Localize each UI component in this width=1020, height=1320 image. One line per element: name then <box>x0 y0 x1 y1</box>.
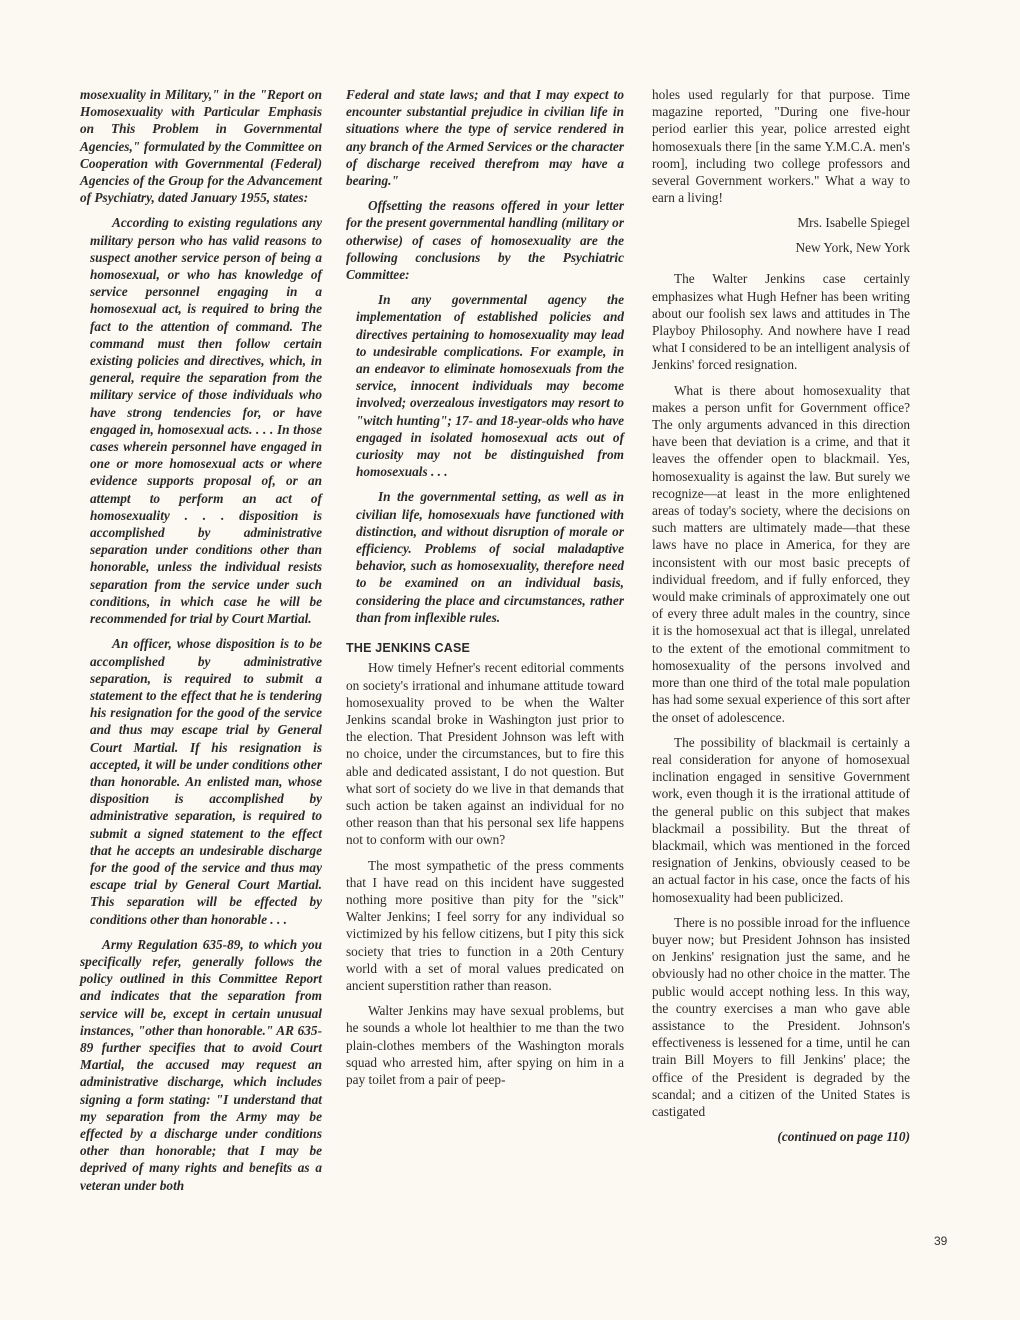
paragraph: There is no possible inroad for the influence buyer now; but President Johnson has insisted on Jenkins' resignation just the same, and he obviously had no other choice in the matter. The public would accept nothing less. In this way, the country exercises a man who gave able assistance to the President. Johnson's effectiveness is lessened for a time, until he can train Bill Moyers to fill Jenkins' place; the office of the President is degraded by the scandal; and a citizen of the United States is castigated <box>652 914 910 1119</box>
section-heading: THE JENKINS CASE <box>346 641 471 656</box>
letter-signature <box>652 214 910 256</box>
paragraph: What is there about homosexuality that makes a person unfit for Government office? The only arguments advanced in this direction have been that deviation is a crime, and that it leaves the offender open to blackmail. Yes, homosexuality is against the law. But surely we recognize—at least in the more enlightened areas of today's society, where the decisions on such matters are ultimately made—that these laws have no place in America, for they are inconsistent with our most basic precepts of individual freedom, and if fully enforced, they would make criminals of approximately one out of every three adult males in the country, since it is the homosexual act that is illegal, unrelated to the extent of the emotional commitment to homosexuality of the persons involved and more than one third of the total male population has had some sexual experience of this sort after the onset of adolescence. <box>652 382 910 725</box>
paragraph: How timely Hefner's recent editorial comments on society's irrational and inhumane attitude toward homosexuality proved to be when the Walter Jenkins scandal broke in Washington just prior to the election. That President Johnson was left with no choice, under the circumstances, but to fire this able and dedicated assistant, I do not question. But what sort of society do we live in that demands that such action be taken against an individual for no other reason than that his personal sex life happens not to conform with our own? <box>346 660 624 848</box>
page-number: 39 <box>934 1234 948 1248</box>
column-left <box>80 86 322 1202</box>
quoted-paragraph: According to existing regulations any military person who has valid reasons to suspect another service person of being a homosexual, or who has knowledge of service personnel engaging in a homosexual act, is required to bring the fact to the attention of command. The command must then follow certain existing policies and directives, which, in general, require the separation from the military service of those individuals who have strong tendencies for, or have engaged in, homosexual acts. . . . In those cases wherein personnel have engaged in one or more homosexual acts or where evidence supports proposal of, or an attempt to perform an act of homosexuality . . . disposition is accomplished by administrative separation under conditions other than honorable, unless the individual resists separation from the service under such conditions, in which case he will be recommended for trial by Court Martial. <box>90 215 322 627</box>
column-right <box>652 86 910 1145</box>
signature-place: New York, New York <box>795 240 910 256</box>
paragraph: Walter Jenkins may have sexual problems, but he sounds a whole lot healthier to me than the two plain-clothes members of the Washington morals squad who arrested him, after spying on him in a pay toilet from a pair of peep- <box>346 1003 624 1087</box>
quoted-paragraph: An officer, whose disposition is to be accomplished by administrative separation, is required to submit a statement to the effect that he is tendering his resignation for the good of the service and thus may escape trial by General Court Martial. If his resignation is accepted, it will be under conditions other than honorable. An enlisted man, whose disposition is accomplished by administrative separation, is required to submit a signed statement to the effect that he accepts an undesirable discharge for the good of the service and thus may escape trial by General Court Martial. This separation will be effected by conditions other than honorable . . . <box>90 636 322 927</box>
paragraph: The possibility of blackmail is certainly a real consideration for anyone of homosexual inclination engaged in sensitive Government work, even though it is the irrational attitude of the general public on this subject that makes blackmail a possibility. But the threat of blackmail, which was mentioned in the forced resignation of Jenkins, obviously ceased to be an actual factor in his case, once the facts of his homosexuality had been publicized. <box>652 734 910 905</box>
paragraph: Federal and state laws; and that I may expect to encounter substantial prejudice in civilian life in situations where the type of service rendered in any branch of the Armed Services or the character of discharge received therefrom may have a bearing." <box>346 87 624 189</box>
quoted-paragraph: In the governmental setting, as well as in civilian life, homosexuals have functioned with distinction, and without disruption of morale or efficiency. Problems of social maladaptive behavior, such as homosexuality, therefore need to be examined on an individual basis, considering the place and circumstances, rather than from inflexible rules. <box>356 489 624 625</box>
paragraph: Offsetting the reasons offered in your letter for the present governmental handling (military or otherwise) of cases of homosexuality are the following conclusions by the Psychiatric Committee: <box>346 198 624 283</box>
continued-note: (continued on page 110) <box>777 1129 910 1145</box>
paragraph: mosexuality in Military," in the "Report on Homosexuality with Particular Emphasis on This Problem in Governmental Agencies," formulated by the Committee on Cooperation with Governmental (Federal) Agencies of the Group for the Advancement of Psychiatry, dated January 1955, states: <box>80 87 322 206</box>
column-middle <box>346 86 624 1096</box>
paragraph: The most sympathetic of the press comments that I have read on this incident have suggested nothing more positive than pity for the "sick" Walter Jenkins; I feel sorry for any individual so victimized by his fellow citizens, but I pity this sick society that tries to function in a 20th Century world with a set of moral values predicated on ancient superstition rather than reason. <box>346 857 624 993</box>
signature-name: Mrs. Isabelle Spiegel <box>797 215 910 231</box>
paragraph: holes used regularly for that purpose. Time magazine reported, "During one five-hour period earlier this year, police arrested eight homosexuals there [in the same Y.M.C.A. men's room], including two college professors and several Government workers." What a way to earn a living! <box>652 87 910 206</box>
paragraph: The Walter Jenkins case certainly emphasizes what Hugh Hefner has been writing about our foolish sex laws and attitudes in The Playboy Philosophy. And nowhere have I read what I considered to be an intelligent analysis of Jenkins' forced resignation. <box>652 271 910 373</box>
paragraph: Army Regulation 635-89, to which you specifically refer, generally follows the policy outlined in this Committee Report and indicates that the separation from service will be, except in certain unusual instances, "other than honorable." AR 635-89 further specifies that to avoid Court Martial, the accused may request an administrative discharge, which includes signing a form stating: "I understand that my separation from the Army may be effected by a discharge under conditions other than honorable; that I may be deprived of many rights and benefits as a veteran under both <box>80 936 322 1193</box>
quoted-paragraph: In any governmental agency the implementation of established policies and directives pertaining to homosexuality may lead to undesirable complications. For example, in an endeavor to eliminate homosexuals from the service, innocent individuals may become involved; overzealous investigators may resort to "witch hunting"; 17- and 18-year-olds who have engaged in isolated homosexual acts out of curiosity may not be distinguished from homosexuals . . . <box>356 292 624 480</box>
